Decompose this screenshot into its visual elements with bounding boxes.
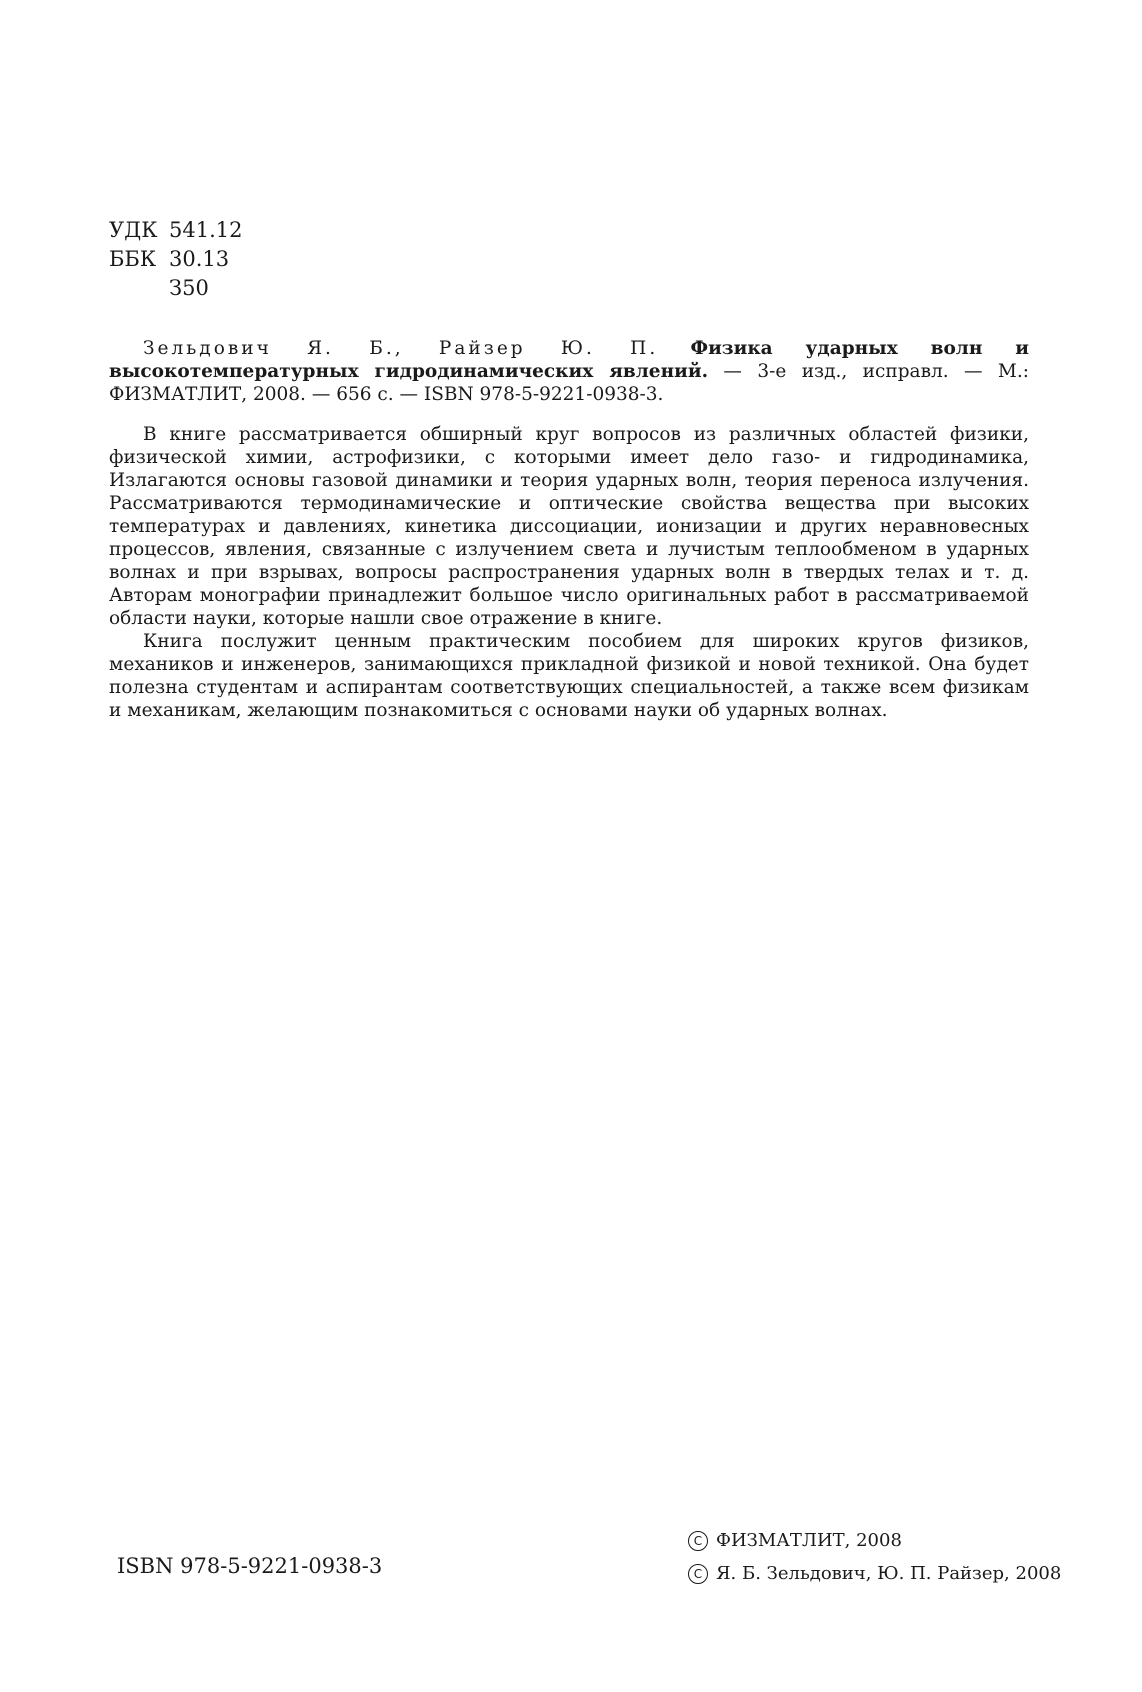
copyright-icon: C <box>688 1531 708 1551</box>
classification-block <box>109 216 242 303</box>
biblio-authors: Зельдович Я. Б., Райзер Ю. П. <box>143 338 659 359</box>
copyright-block <box>688 1524 1061 1590</box>
abstract-paragraph: В книге рассматривается обширный круг вопросов из различных областей физики, физической химии, астрофизики, с которыми имеет дело газо- и гидродинамика, Излагаются основы газовой динамики и теория ударных волн, теория переноса излучения. Рассматриваются термодинамические и оптические свойства вещества при высоких температурах и давлениях, кинетика диссоциации, ионизации и других неравновесных процессов, явления, связанные с излучением света и лучистым теплообменом в ударных волнах и при взрывах, вопросы распространения ударных волн в твердых телах и т. д. Авторам монографии принадлежит большое число оригинальных работ в рассматриваемой области науки, которые нашли свое отражение в книге. <box>109 424 1029 629</box>
isbn-footer: ISBN 978-5-9221-0938-3 <box>117 1554 383 1578</box>
biblio-details: — 3-е изд., исправл. — М.: ФИЗМАТЛИТ, 2008. — 656 с. — ISBN 978-5-9221-0938-3. <box>109 361 1029 405</box>
bbk-line <box>109 245 242 274</box>
abstract-paragraph: Книга послужит ценным практическим пособием для широких кругов физиков, механиков и инженеров, занимающихся прикладной физикой и новой техникой. Она будет полезна студентам и аспирантам соответствующих специальностей, а также всем физикам и механикам, желающим познакомиться с основами науки об ударных волнах. <box>109 631 1029 721</box>
copyright-line <box>688 1524 1061 1557</box>
copyright-publisher: ФИЗМАТЛИТ, 2008 <box>716 1530 902 1551</box>
bbk-code: 30.13 <box>169 247 230 271</box>
udk-code: 541.12 <box>169 218 243 242</box>
abstract <box>109 423 1029 722</box>
biblio-title: Физика ударных волн и высокотемпературных гидродинамических явлений. <box>109 338 1029 382</box>
udk-label: УДК <box>109 218 158 242</box>
author-mark: З50 <box>169 276 209 300</box>
copyright-line <box>688 1557 1061 1590</box>
copyright-icon: C <box>688 1564 708 1584</box>
udk-line <box>109 216 242 245</box>
copyright-authors: Я. Б. Зельдович, Ю. П. Райзер, 2008 <box>716 1563 1062 1584</box>
bibliographic-description <box>109 337 1029 406</box>
bbk-label: ББК <box>109 247 157 271</box>
